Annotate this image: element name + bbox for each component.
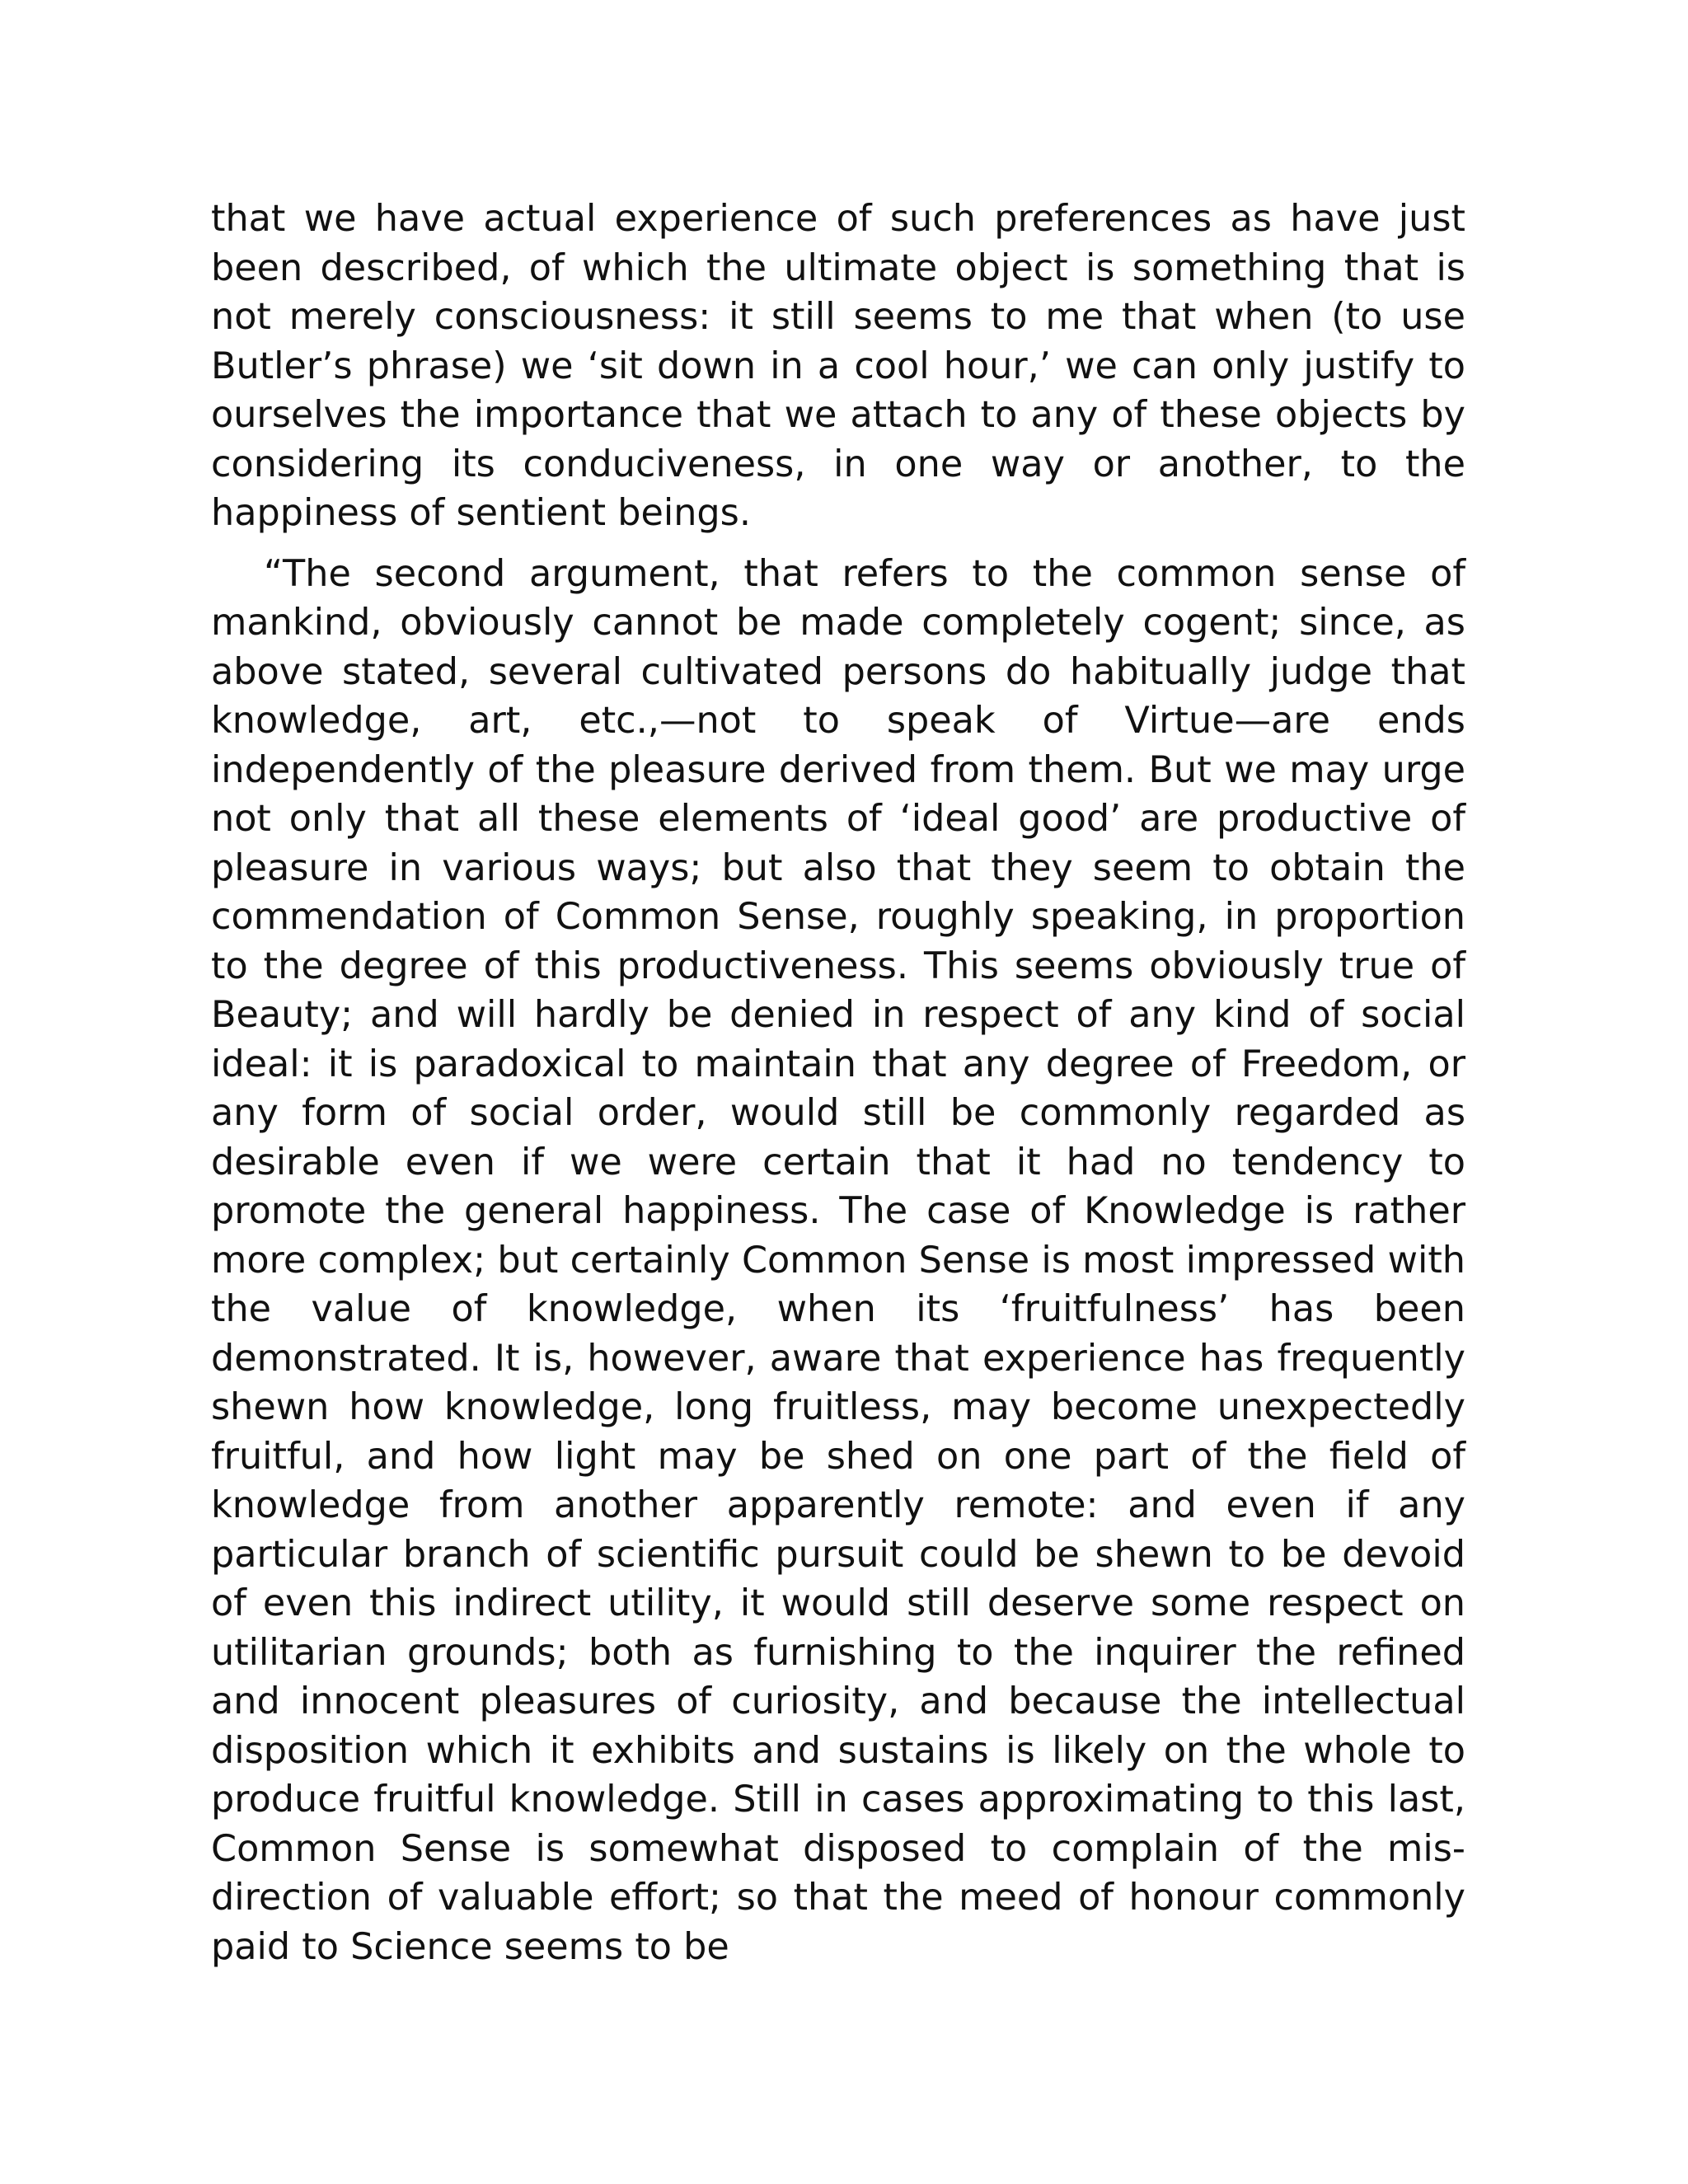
paragraph-continued: that we have actual experience of such preferences as have just been described, of which the ultimate object is something that is not merely consciousness: it still seems to me that when (to use Butler’s phrase) we ‘sit down in a cool hour,’ we can only justify to ourselves the importance that we attach to any of these objects by considering its conduciveness, in one way or another, to the happiness of sentient beings. — [211, 198, 1465, 534]
paragraph-second-argument: “The second argument, that refers to the common sense of mankind, obviously cannot be made completely cogent; since, as above stated, several cultivated persons do habitually judge that knowledge, art, etc.,—not to speak of Virtue—are ends independently of the pleasure derived from them. But we may urge not only that all these elements of ‘ideal good’ are productive of pleasure in various ways; but also that they seem to obtain the commendation of Common Sense, roughly speaking, in proportion to the degree of this productiveness. This seems obviously true of Beauty; and will hardly be denied in respect of any kind of social ideal: it is paradoxical to maintain that any degree of Freedom, or any form of social order, would still be commonly regarded as desirable even if we were certain that it had no tendency to promote the general happiness. The case of Knowledge is rather more complex; but certainly Common Sense is most impressed with the value of knowledge, when its ‘fruitfulness’ has been demonstrated. It is, however, aware that experience has frequently shewn how knowledge, long fruitless, may become unexpectedly fruitful, and how light may be shed on one part of the field of knowledge from another apparently remote: and even if any particular branch of scientific pursuit could be shewn to be devoid of even this indirect utility, it would still deserve some respect on utilitarian grounds; both as furnishing to the inquirer the refined and innocent pleasures of curiosity, and because the intellectual disposition which it exhibits and sustains is likely on the whole to produce fruitful knowledge. Still in cases approximating to this last, Common Sense is somewhat disposed to complain of the mis-direction of valuable effort; so that the meed of honour commonly paid to Science seems to be — [211, 552, 1465, 1968]
body-text — [211, 194, 1465, 1971]
